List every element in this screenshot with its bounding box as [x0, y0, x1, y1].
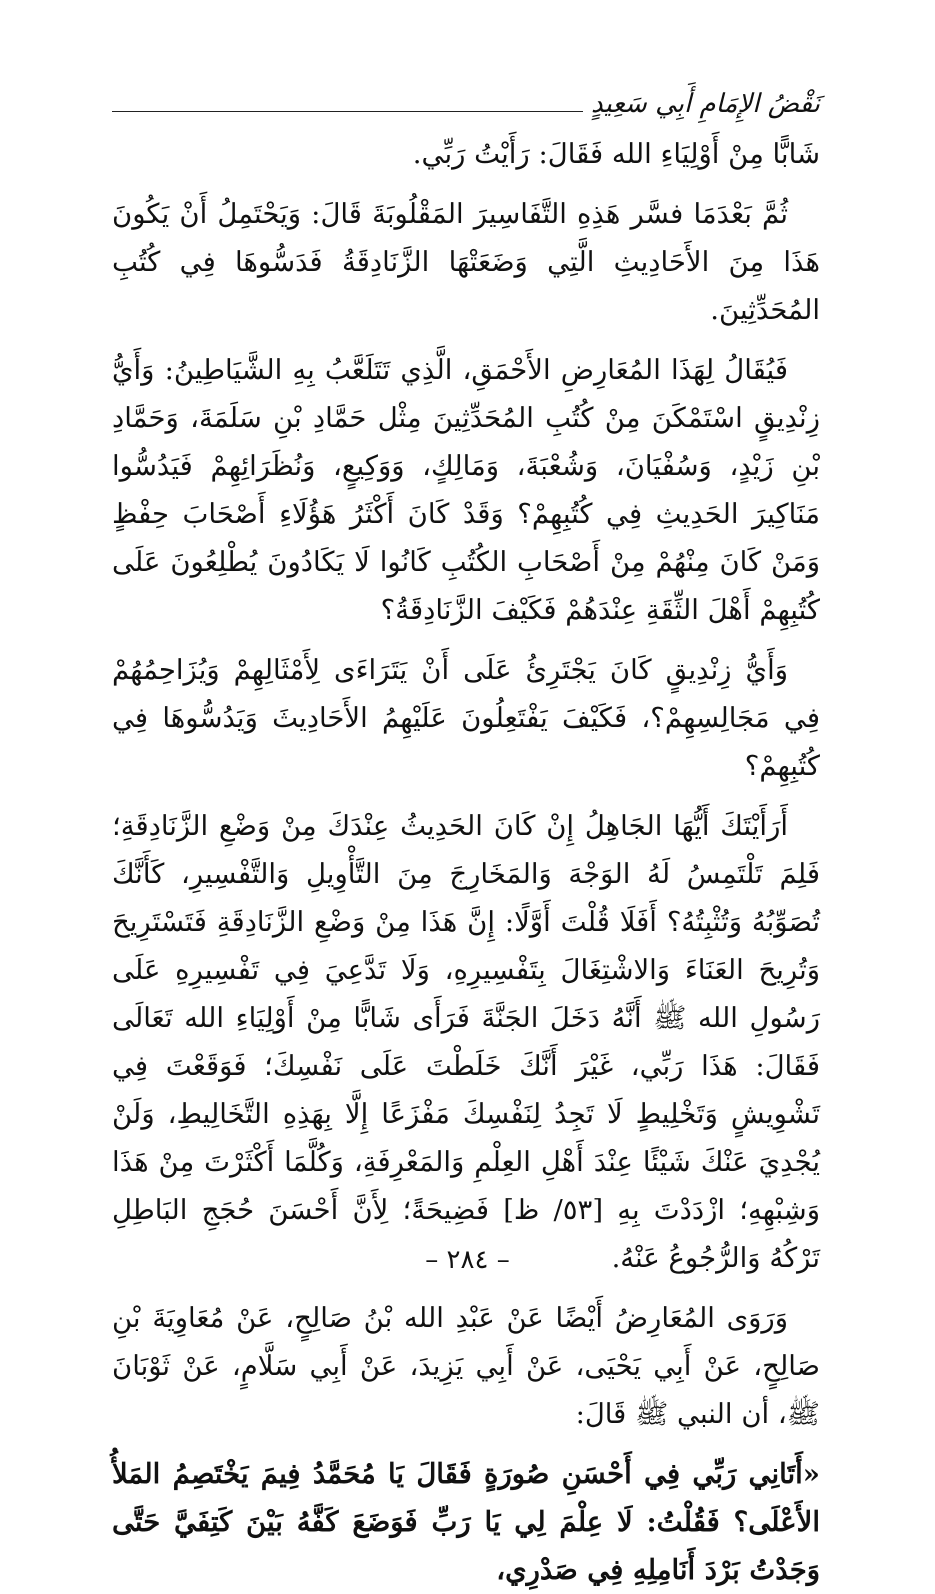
paragraph-rebuttal: أَرَأَيْتَكَ أَيُّهَا الجَاهِلُ إِنْ كَانَ الحَدِيثُ عِنْدَكَ مِنْ وَضْعِ الزَّنَادِقَةِ؛ فَلِمَ تَلْتَمِسُ لَهُ الوَجْهَ وَالمَخَارِجَ مِنَ التَّأْوِيلِ وَالتَّفْسِيرِ، كَأَنَّكَ تُصَوِّبُهُ وَتُثْبِتُهُ؟ أَفَلَا قُلْتَ أَوَّلًا: إِنَّ هَذَا مِنْ وَضْعِ الزَّنَادِقَةِ فَتَسْتَرِيحَ وَتُرِيحَ العَنَاءَ وَالاشْتِغَالَ بِتَفْسِيرِهِ، وَلَا تَدَّعِيَ فِي تَفْسِيرِهِ عَلَى رَسُولِ الله ﷺ أَنَّهُ دَخَلَ الجَنَّةَ فَرَأَى شَابًّا مِنْ أَوْلِيَاءِ الله تَعَالَى فَقَالَ: هَذَا رَبِّي، غَيْرَ أَنَّكَ خَلَطْتَ عَلَى نَفْسِكَ؛ فَوَقَعْتَ فِي تَشْوِيشٍ وَتَخْلِيطٍ لَا تَجِدُ لِنَفْسِكَ مَفْزَعًا إِلَّا بِهَذِهِ التَّخَالِيطِ، وَلَنْ يُجْدِيَ عَنْكَ شَيْئًا عِنْدَ أَهْلِ العِلْمِ وَالمَعْرِفَةِ، وَكُلَّمَا أَكْثَرْتَ مِنْ هَذَا وَشِبْهِهِ؛ ازْدَدْتَ بِهِ [٥٣/ ظ] فَضِيحَةً؛ لِأَنَّ أَحْسَنَ حُجَجِ البَاطِلِ تَرْكُهُ وَالرُّجُوعُ عَنْهُ.	[112, 810, 820, 1274]
running-header	[112, 78, 820, 120]
page-number: – ٢٨٤ –	[425, 1245, 510, 1275]
paragraph-reply: فَيُقَالُ لِهَذَا المُعَارِضِ الأَحْمَقِ، الَّذِي تَتَلَعَّبُ بِهِ الشَّيَاطِينُ: وَأَيُّ زِنْدِيقٍ اسْتَمْكَنَ مِنْ كُتُبِ المُحَدِّثِينَ مِثْل حَمَّادِ بْنِ سَلَمَةَ، وَحَمَّادِ بْنِ زَيْدٍ، وَسُفْيَانَ، وَشُعْبَةَ، وَمَالِكٍ، وَوَكِيعٍ، وَنُظَرَائِهِمْ فَيَدُسُّوا مَنَاكِيرَ الحَدِيثِ فِي كُتُبِهِمْ؟ وَقَدْ كَانَ أَكْثَرُ هَؤُلَاءِ أَصْحَابَ حِفْظٍ وَمَنْ كَانَ مِنْهُمْ مِنْ أَصْحَابِ الكُتُبِ كَانُوا لَا يَكَادُونَ يُطْلِعُونَ عَلَى كُتُبِهِمْ أَهْلَ الثِّقَةِ عِنْدَهُمْ فَكَيْفَ الزَّنَادِقَةُ؟	[112, 354, 820, 626]
running-title: نَقْضُ الإِمَامِ أَبِي سَعِيدٍ	[591, 88, 820, 119]
paragraph-continuation: شَابًّا مِنْ أَوْلِيَاءِ الله فَقَالَ: رَأَيْتُ رَبِّي.	[412, 138, 820, 170]
header-rule	[112, 111, 583, 112]
paragraph-hadith-quote: «أَتَانِي رَبِّي فِي أَحْسَنِ صُورَةٍ فَقَالَ يَا مُحَمَّدُ فِيمَ يَخْتَصِمُ المَلأُ الأَعْلَى؟ فَقُلْتُ: لَا عِلْمَ لِي يَا رَبِّ فَوَضَعَ كَفَّهُ بَيْنَ كَتِفَيَّ حَتَّى وَجَدْتُ بَرْدَ أَنَامِلِهِ فِي صَدْرِي،	[112, 1458, 820, 1586]
paragraph-narration: وَرَوَى المُعَارِضُ أَيْضًا عَنْ عَبْدِ الله بْنُ صَالِحٍ، عَنْ مُعَاوِيَةَ بْنِ صَالِحٍ، عَنْ أَبِي يَحْيَى، عَنْ أَبِي يَزِيدَ، عَنْ أَبِي سَلَّامٍ، عَنْ ثَوْبَانَ ﷺ، أن النبي ﷺ قَالَ:	[112, 1302, 820, 1430]
paragraph-interpretation: ثُمَّ بَعْدَمَا فسَّر هَذِهِ التَّفَاسِيرَ المَقْلُوبَةَ قَالَ: وَيَحْتَمِلُ أَنْ يَكُونَ هَذَا مِنَ الأَحَادِيثِ الَّتِي وَضَعَتْهَا الزَّنَادِقَةُ فَدَسُّوهَا فِي كُتُبِ المُحَدِّثِينَ.	[112, 198, 820, 326]
paragraph-question: وَأَيُّ زِنْدِيقٍ كَانَ يَجْتَرِئُ عَلَى أَنْ يَتَرَاءَى لِأَمْثَالِهِمْ وَيُزَاحِمُهُمْ فِي مَجَالِسِهِمْ؟، فَكَيْفَ يَفْتَعِلُونَ عَلَيْهِمُ الأَحَادِيثَ وَيَدُسُّوهَا فِي كُتُبِهِمْ؟	[112, 654, 820, 782]
